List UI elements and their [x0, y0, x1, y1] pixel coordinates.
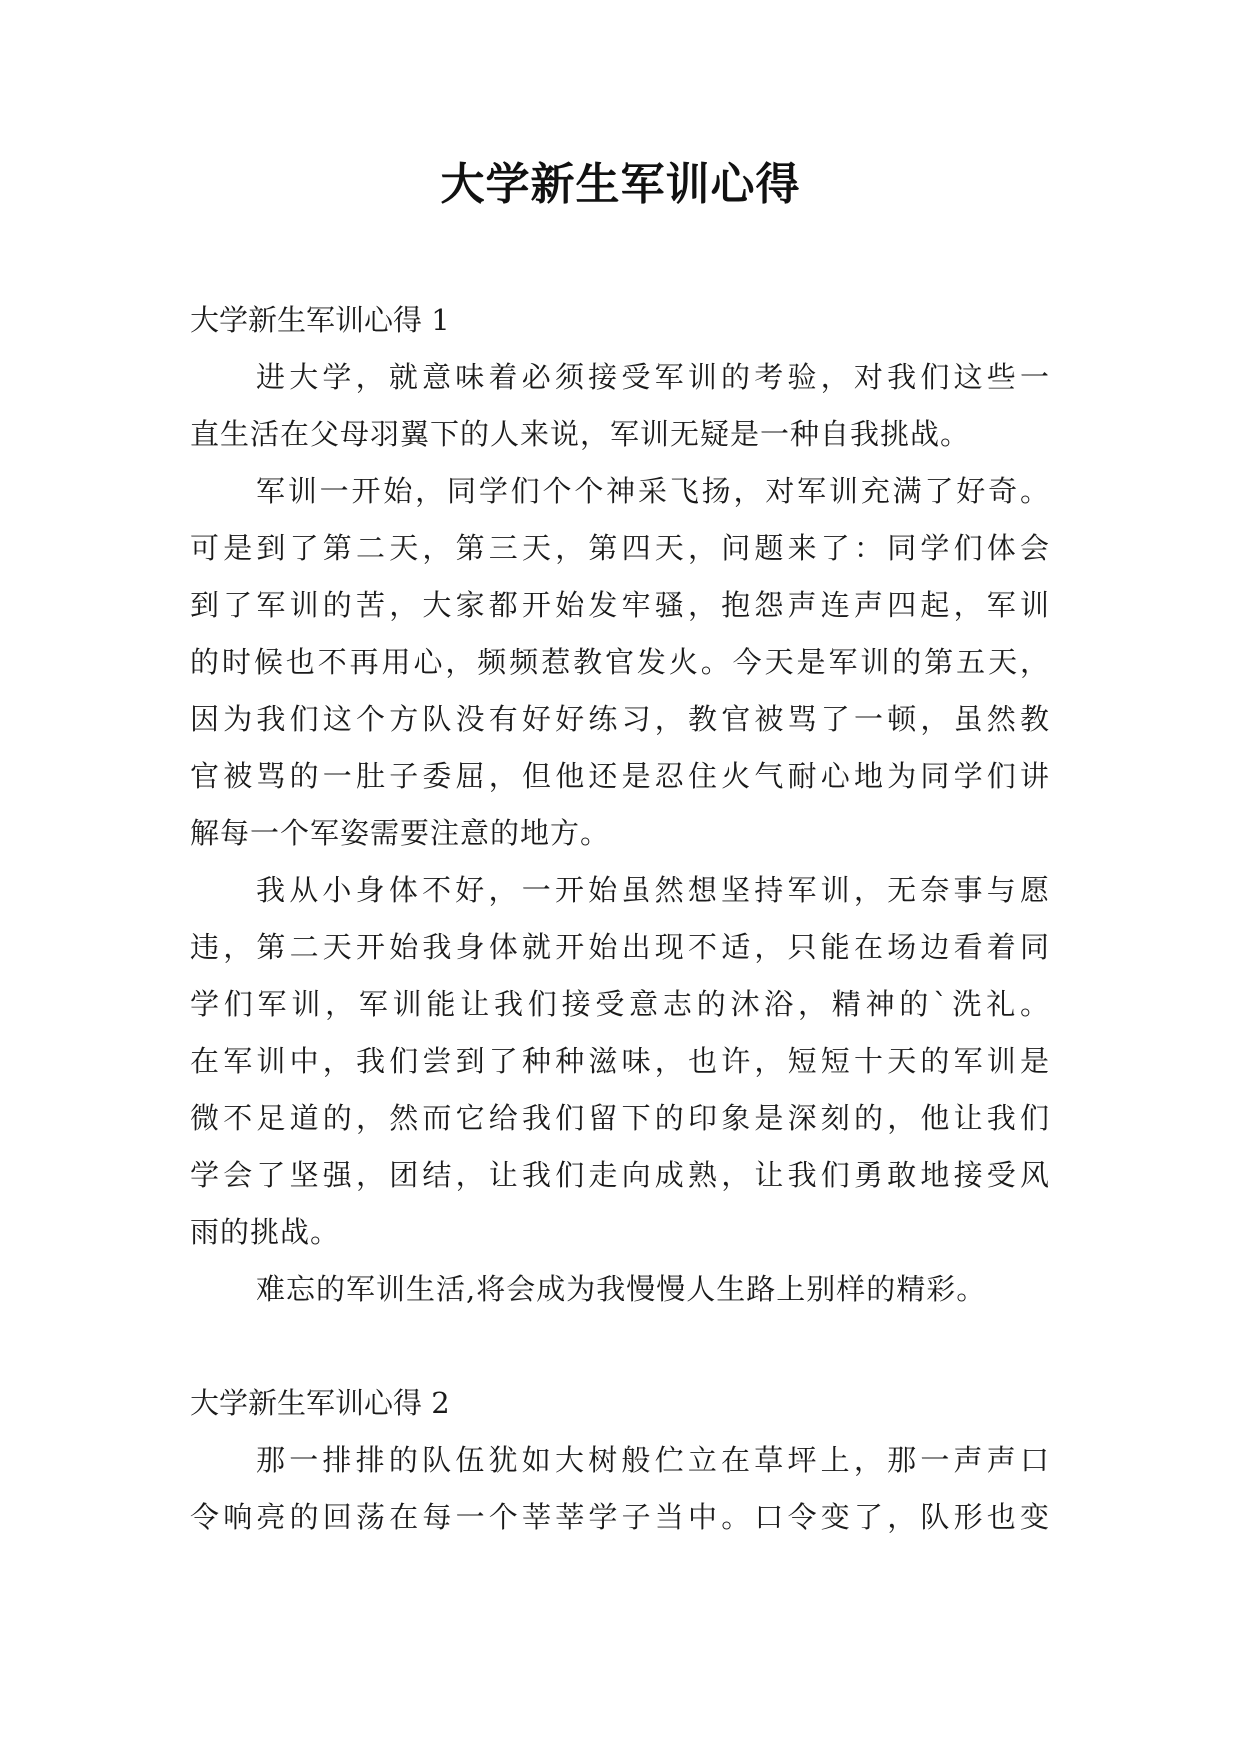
paragraph — [190, 1432, 1050, 1546]
text-line: 官被骂的一肚子委屈，但他还是忍住火气耐心地为同学们讲 — [190, 759, 1050, 793]
text-line: 令响亮的回荡在每一个莘莘学子当中。口令变了，队形也变 — [190, 1500, 1050, 1534]
text-line: 因为我们这个方队没有好好练习，教官被骂了一顿，虽然教 — [190, 702, 1050, 736]
section-heading: 大学新生军训心得 2 — [190, 1386, 450, 1420]
text-line: 学们军训，军训能让我们接受意志的沐浴，精神的`洗礼。 — [190, 987, 1050, 1021]
text-line: 直生活在父母羽翼下的人来说，军训无疑是一种自我挑战。 — [190, 417, 971, 451]
text-line: 解每一个军姿需要注意的地方。 — [190, 816, 611, 850]
text-line: 雨的挑战。 — [190, 1215, 341, 1249]
text-line: 难忘的军训生活,将会成为我慢慢人生路上别样的精彩。 — [256, 1272, 987, 1306]
section-heading: 大学新生军训心得 1 — [190, 303, 450, 337]
text-line: 学会了坚强，团结，让我们走向成熟，让我们勇敢地接受风 — [190, 1158, 1050, 1192]
paragraph — [190, 349, 1050, 463]
text-line: 进大学，就意味着必须接受军训的考验，对我们这些一 — [256, 360, 1050, 394]
section-1 — [190, 292, 1050, 1318]
text-line: 违，第二天开始我身体就开始出现不适，只能在场边看着同 — [190, 930, 1050, 964]
section-2 — [190, 1375, 1050, 1546]
text-line: 在军训中，我们尝到了种种滋味，也许，短短十天的军训是 — [190, 1044, 1050, 1078]
text-line: 军训一开始，同学们个个神采飞扬，对军训充满了好奇。 — [256, 474, 1050, 508]
document-body — [190, 292, 1050, 1546]
paragraph — [190, 1261, 1050, 1318]
paragraph — [190, 463, 1050, 862]
document-title: 大学新生军训心得 — [440, 159, 801, 210]
text-line: 的时候也不再用心，频频惹教官发火。今天是军训的第五天， — [190, 645, 1050, 679]
text-line: 微不足道的，然而它给我们留下的印象是深刻的，他让我们 — [190, 1101, 1050, 1135]
text-line: 我从小身体不好，一开始虽然想坚持军训，无奈事与愿 — [256, 873, 1050, 907]
text-line: 到了军训的苦，大家都开始发牢骚，抱怨声连声四起，军训 — [190, 588, 1050, 622]
paragraph — [190, 862, 1050, 1261]
text-line: 那一排排的队伍犹如大树般伫立在草坪上，那一声声口 — [256, 1443, 1050, 1477]
text-line: 可是到了第二天，第三天，第四天，问题来了：同学们体会 — [190, 531, 1050, 565]
